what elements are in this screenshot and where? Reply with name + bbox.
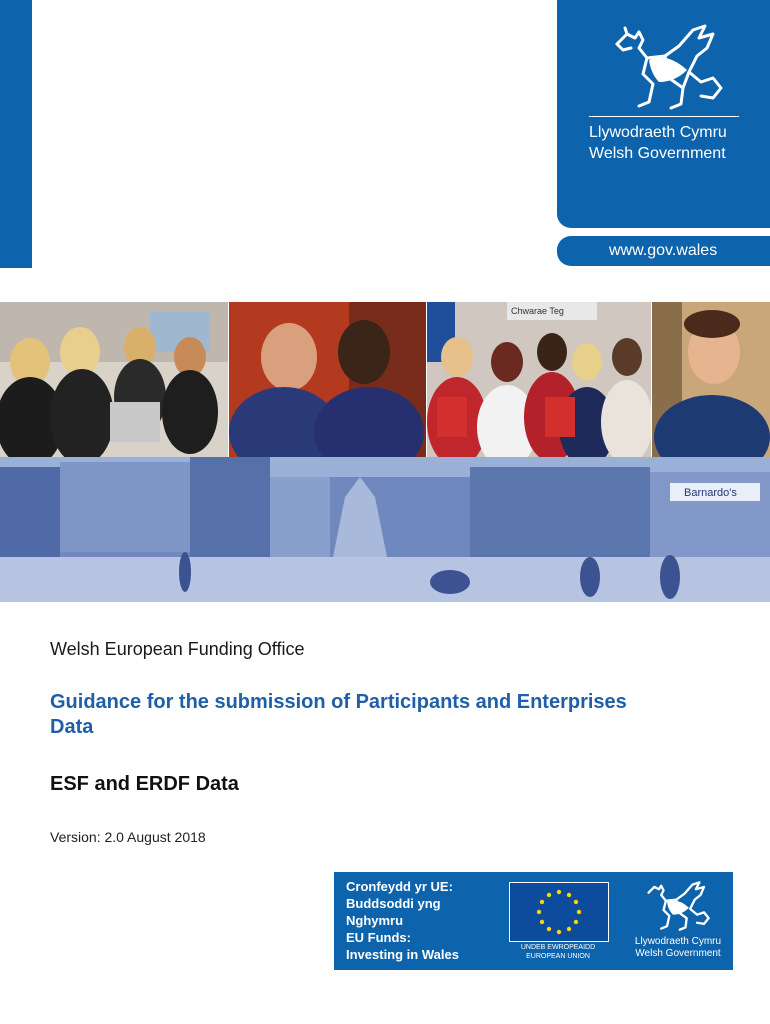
document-version: Version: 2.0 August 2018 [50,829,206,845]
eu-line-3: Nghymru [346,913,404,928]
document-subtitle: ESF and ERDF Data [50,773,239,795]
logo-divider [589,116,739,117]
barnardos-sign: Barnardo's [684,487,737,499]
government-name-english: Welsh Government [589,145,726,162]
eu-banner-government-welsh: Llywodraeth Cymru [634,936,722,947]
photo-students-workshop [0,302,228,457]
eu-line-4: EU Funds: [346,930,411,945]
office-name: Welsh European Funding Office [50,639,305,659]
eu-flag-caption-welsh: UNDEB EWROPEAIDD [520,944,596,951]
photo-collage [0,302,770,457]
photo-chwarae-teg-group [427,302,651,457]
eu-line-1: Cronfeydd yr UE: [346,879,453,894]
eu-banner-government-name [630,936,726,960]
eu-flag-caption-english: EUROPEAN UNION [526,953,590,960]
eu-funds-banner [334,872,733,970]
photo-two-men [229,302,426,457]
eu-line-2: Buddsoddi yng [346,896,441,911]
government-name [589,122,727,164]
eu-line-5: Investing in Wales [346,947,459,962]
photo-street-scene [0,457,770,602]
website-url[interactable]: www.gov.wales [557,236,770,266]
government-name-welsh: Llywodraeth Cymru [589,124,727,141]
eu-flag-caption [506,943,610,961]
chwarae-teg-sign: Chwarae Teg [511,306,564,316]
photo-engineering-apprentice [652,302,770,457]
eu-banner-government-english: Welsh Government [635,948,721,959]
welsh-dragon-icon [630,880,726,932]
welsh-dragon-icon [609,22,727,112]
eu-funds-text [346,878,459,963]
welsh-government-logo-panel [557,0,770,228]
document-title: Guidance for the submission of Participants and Enterprises Data [50,691,627,738]
left-accent-bar [0,0,32,268]
eu-flag-icon [509,882,609,942]
